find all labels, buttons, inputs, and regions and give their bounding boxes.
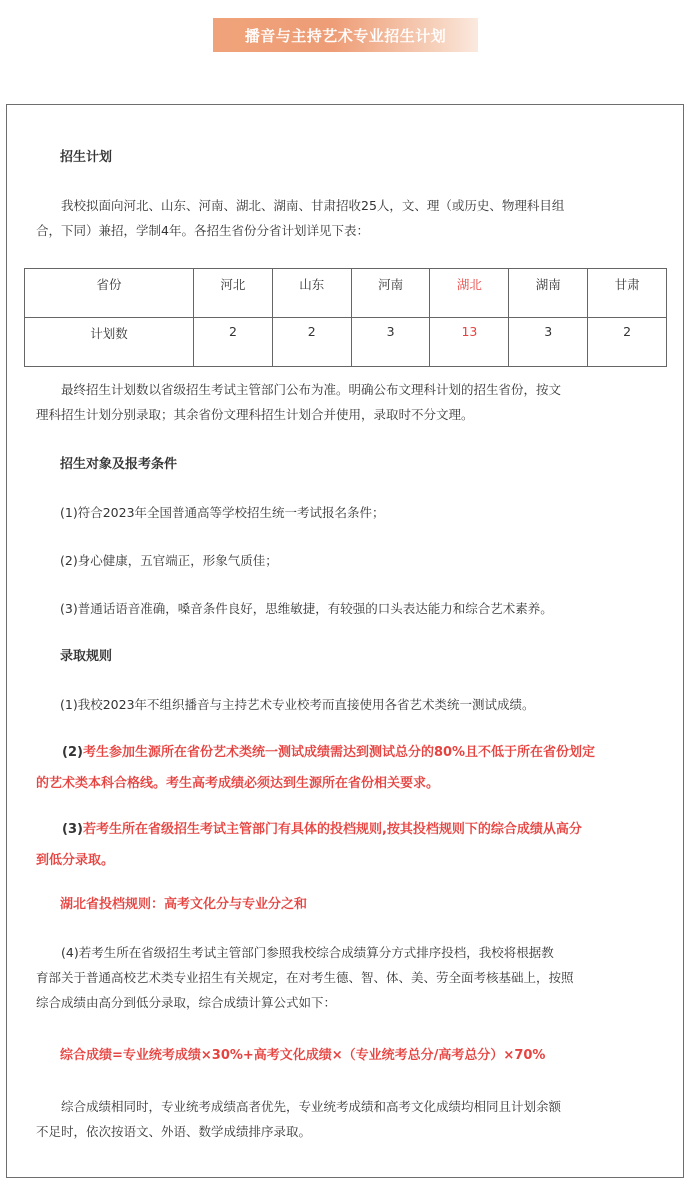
rule-4-line-3: 综合成绩由高分到低分录取，综合成绩计算公式如下： xyxy=(36,995,337,1010)
table-row-label: 计划数 xyxy=(25,318,194,367)
plan-intro xyxy=(36,193,666,243)
table-header-label: 省份 xyxy=(25,269,194,318)
eligibility-item-2: (2)身心健康，五官端正，形象气质佳； xyxy=(60,553,278,568)
plan-intro-line-2: 合，下同）兼招，学制4年。各招生省份分省计划详见下表： xyxy=(36,223,369,238)
table-province-hubei: 湖北 xyxy=(430,269,509,318)
table-province-hebei: 河北 xyxy=(194,269,273,318)
table-count-gansu: 2 xyxy=(588,318,667,367)
rule-4-line-1: (4)若考生所在省级招生考试主管部门参照我校综合成绩算分方式排序投档，我校将根据教 xyxy=(61,945,554,960)
table-province-henan: 河南 xyxy=(351,269,430,318)
table-count-henan: 3 xyxy=(351,318,430,367)
tie-break-line-1: 综合成绩相同时，专业统考成绩高者优先，专业统考成绩和高考文化成绩均相同且计划余额 xyxy=(61,1099,562,1114)
tie-break-line-2: 不足时，依次按语文、外语、数学成绩排序录取。 xyxy=(36,1124,312,1139)
admission-rule-1: (1)我校2023年不组织播音与主持艺术专业校考而直接使用各省艺术类统一测试成绩。 xyxy=(60,697,535,712)
table-province-hunan: 湖南 xyxy=(509,269,588,318)
eligibility-item-3: (3)普通话语音准确，嗓音条件良好，思维敏捷，有较强的口头表达能力和综合艺术素养。 xyxy=(60,601,553,616)
eligibility-item-1: (1)符合2023年全国普通高等学校招生统一考试报名条件； xyxy=(60,505,385,520)
rule-2-number: (2) xyxy=(62,745,83,760)
plan-note-line-1: 最终招生计划数以省级招生考试主管部门公布为准。明确公布文理科计划的招生省份，按文 xyxy=(61,382,562,397)
table-count-shandong: 2 xyxy=(272,318,351,367)
table-count-row xyxy=(25,318,667,367)
table-province-shandong: 山东 xyxy=(272,269,351,318)
hubei-rule: 湖北省投档规则：高考文化分与专业分之和 xyxy=(60,897,308,912)
rule-3-line-1: 若考生所在省级招生考试主管部门有具体的投档规则,按其投档规则下的综合成绩从高分 xyxy=(82,822,582,837)
enrollment-plan-table xyxy=(24,268,667,367)
plan-note-line-2: 理科招生计划分别录取；其余省份文理科招生计划合并使用，录取时不分文理。 xyxy=(36,407,474,422)
content-frame xyxy=(6,104,684,1178)
rule-3-number: (3) xyxy=(62,822,83,837)
plan-heading: 招生计划 xyxy=(60,150,113,165)
tie-break-rule xyxy=(36,1094,666,1144)
score-formula: 综合成绩=专业统考成绩×30%+高考文化成绩×（专业统考总分/高考总分）×70% xyxy=(60,1048,546,1063)
table-count-hebei: 2 xyxy=(194,318,273,367)
admission-rule-4 xyxy=(36,940,666,1015)
eligibility-heading: 招生对象及报考条件 xyxy=(60,457,178,472)
rule-2-line-2: 的艺术类本科合格线。考生高考成绩必须达到生源所在省份相关要求。 xyxy=(36,776,440,791)
title-banner xyxy=(213,18,478,52)
page-title: 播音与主持艺术专业招生计划 xyxy=(244,26,447,45)
plan-intro-line-1: 我校拟面向河北、山东、河南、湖北、湖南、甘肃招收25人，文、理（或历史、物理科目组 xyxy=(61,198,565,213)
table-count-hubei: 13 xyxy=(430,318,509,367)
rule-2-line-1: 考生参加生源所在省份艺术类统一测试成绩需达到测试总分的80%且不低于所在省份划定 xyxy=(82,745,596,760)
table-header-row xyxy=(25,269,667,318)
rule-3-line-2: 到低分录取。 xyxy=(36,853,115,868)
plan-note xyxy=(36,377,666,427)
table-province-gansu: 甘肃 xyxy=(588,269,667,318)
table-count-hunan: 3 xyxy=(509,318,588,367)
admission-rule-2 xyxy=(36,737,666,799)
admission-heading: 录取规则 xyxy=(60,649,113,664)
admission-rule-3 xyxy=(36,814,666,876)
rule-4-line-2: 育部关于普通高校艺术类专业招生有关规定，在对考生德、智、体、美、劳全面考核基础上，按照 xyxy=(36,970,574,985)
